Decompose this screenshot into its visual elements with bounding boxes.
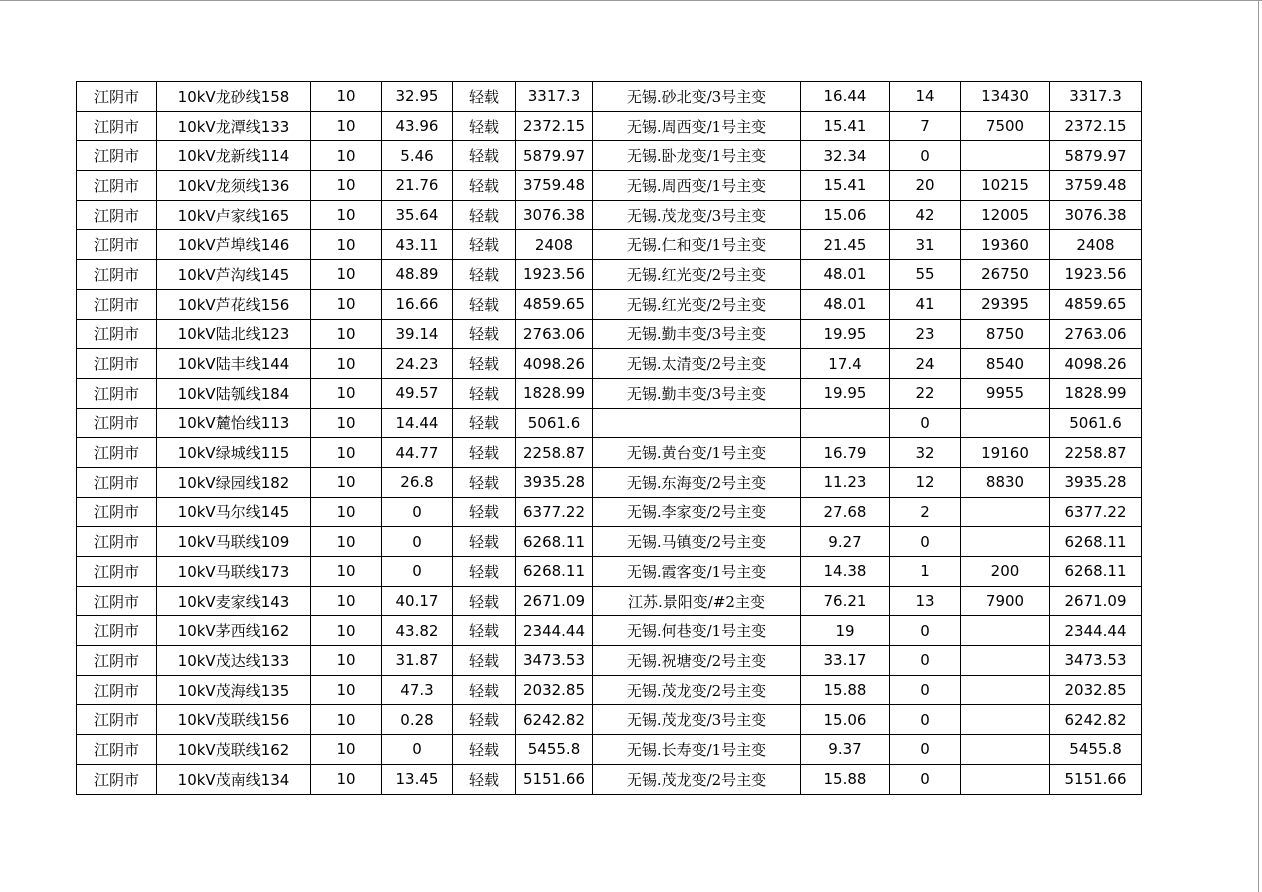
cell-installed-capacity: 8540 [961,349,1050,379]
cell-available-capacity: 6268.11 [1050,557,1142,587]
cell-available-capacity: 3076.38 [1050,200,1142,230]
cell-installed-capacity: 12005 [961,200,1050,230]
cell-load-rate: 0 [382,527,453,557]
cell-count: 32 [890,438,961,468]
table-row [77,616,1142,646]
cell-line-name: 10kV麦家线143 [157,586,311,616]
cell-line-name: 10kV麓怡线113 [157,408,311,438]
cell-capacity: 2763.06 [516,319,593,349]
cell-load-status: 轻载 [453,705,516,735]
cell-city: 江阴市 [77,171,157,201]
cell-installed-capacity: 19160 [961,438,1050,468]
cell-capacity: 2408 [516,230,593,260]
cell-installed-capacity: 10215 [961,171,1050,201]
cell-load-rate: 47.3 [382,675,453,705]
cell-load-status: 轻载 [453,141,516,171]
cell-load-status: 轻载 [453,675,516,705]
cell-count: 12 [890,467,961,497]
cell-capacity: 5151.66 [516,764,593,794]
cell-load-rate: 21.76 [382,171,453,201]
cell-load-status: 轻载 [453,319,516,349]
cell-count: 0 [890,527,961,557]
cell-load-rate: 0 [382,735,453,765]
cell-line-name: 10kV龙砂线158 [157,82,311,112]
cell-voltage: 10 [311,289,382,319]
cell-installed-capacity [961,527,1050,557]
cell-capacity: 3935.28 [516,467,593,497]
cell-installed-capacity: 8750 [961,319,1050,349]
cell-voltage: 10 [311,705,382,735]
cell-installed-capacity: 200 [961,557,1050,587]
cell-count: 0 [890,141,961,171]
cell-voltage: 10 [311,675,382,705]
cell-city: 江阴市 [77,527,157,557]
cell-load-rate: 43.11 [382,230,453,260]
cell-voltage: 10 [311,378,382,408]
table-row [77,349,1142,379]
cell-line-name: 10kV茅西线162 [157,616,311,646]
table-row [77,319,1142,349]
cell-capacity: 2671.09 [516,586,593,616]
cell-line-name: 10kV绿园线182 [157,467,311,497]
cell-voltage: 10 [311,408,382,438]
cell-installed-capacity [961,408,1050,438]
table-row [77,378,1142,408]
cell-load-status: 轻载 [453,646,516,676]
table-row [77,497,1142,527]
cell-capacity: 6268.11 [516,527,593,557]
cell-load-status: 轻载 [453,467,516,497]
table-row [77,467,1142,497]
cell-installed-capacity [961,646,1050,676]
cell-transformer-load-rate: 14.38 [801,557,890,587]
cell-city: 江阴市 [77,438,157,468]
cell-load-status: 轻载 [453,764,516,794]
cell-line-name: 10kV马尔线145 [157,497,311,527]
cell-voltage: 10 [311,260,382,290]
cell-line-name: 10kV茂南线134 [157,764,311,794]
cell-voltage: 10 [311,200,382,230]
cell-substation-transformer: 无锡.勤丰变/3号主变 [593,319,801,349]
cell-voltage: 10 [311,349,382,379]
cell-load-status: 轻载 [453,586,516,616]
table-row [77,260,1142,290]
cell-installed-capacity [961,705,1050,735]
table-row [77,408,1142,438]
cell-transformer-load-rate: 19.95 [801,319,890,349]
cell-transformer-load-rate: 9.37 [801,735,890,765]
cell-installed-capacity: 8830 [961,467,1050,497]
cell-load-status: 轻载 [453,289,516,319]
cell-installed-capacity: 7900 [961,586,1050,616]
cell-capacity: 3759.48 [516,171,593,201]
cell-capacity: 6242.82 [516,705,593,735]
cell-load-rate: 16.66 [382,289,453,319]
cell-count: 0 [890,764,961,794]
cell-count: 0 [890,616,961,646]
cell-load-status: 轻载 [453,82,516,112]
cell-capacity: 2372.15 [516,111,593,141]
cell-substation-transformer: 无锡.卧龙变/1号主变 [593,141,801,171]
cell-line-name: 10kV绿城线115 [157,438,311,468]
cell-load-rate: 49.57 [382,378,453,408]
cell-available-capacity: 2671.09 [1050,586,1142,616]
cell-capacity: 4098.26 [516,349,593,379]
cell-transformer-load-rate: 16.44 [801,82,890,112]
cell-available-capacity: 3935.28 [1050,467,1142,497]
cell-available-capacity: 4859.65 [1050,289,1142,319]
cell-city: 江阴市 [77,735,157,765]
cell-available-capacity: 2032.85 [1050,675,1142,705]
table-row [77,675,1142,705]
cell-substation-transformer: 无锡.太清变/2号主变 [593,349,801,379]
cell-city: 江阴市 [77,557,157,587]
cell-transformer-load-rate: 48.01 [801,260,890,290]
table-row [77,111,1142,141]
cell-count: 31 [890,230,961,260]
cell-count: 22 [890,378,961,408]
table-row [77,586,1142,616]
cell-voltage: 10 [311,319,382,349]
cell-load-status: 轻载 [453,260,516,290]
cell-capacity: 5455.8 [516,735,593,765]
cell-load-status: 轻载 [453,349,516,379]
cell-load-status: 轻载 [453,497,516,527]
cell-available-capacity: 5151.66 [1050,764,1142,794]
cell-capacity: 5061.6 [516,408,593,438]
cell-transformer-load-rate: 16.79 [801,438,890,468]
cell-available-capacity: 6268.11 [1050,527,1142,557]
cell-city: 江阴市 [77,319,157,349]
cell-available-capacity: 1828.99 [1050,378,1142,408]
cell-city: 江阴市 [77,408,157,438]
cell-load-rate: 0 [382,557,453,587]
cell-voltage: 10 [311,616,382,646]
cell-voltage: 10 [311,467,382,497]
cell-load-rate: 26.8 [382,467,453,497]
cell-line-name: 10kV茂达线133 [157,646,311,676]
cell-count: 7 [890,111,961,141]
cell-voltage: 10 [311,111,382,141]
cell-load-status: 轻载 [453,527,516,557]
cell-installed-capacity: 26750 [961,260,1050,290]
cell-available-capacity: 6377.22 [1050,497,1142,527]
cell-available-capacity: 3759.48 [1050,171,1142,201]
cell-count: 0 [890,646,961,676]
cell-substation-transformer: 无锡.周西变/1号主变 [593,171,801,201]
cell-capacity: 6268.11 [516,557,593,587]
cell-count: 42 [890,200,961,230]
cell-installed-capacity [961,141,1050,171]
cell-substation-transformer: 无锡.红光变/2号主变 [593,260,801,290]
cell-substation-transformer: 无锡.黄台变/1号主变 [593,438,801,468]
cell-line-name: 10kV马联线109 [157,527,311,557]
cell-transformer-load-rate: 11.23 [801,467,890,497]
cell-capacity: 1923.56 [516,260,593,290]
cell-installed-capacity [961,764,1050,794]
cell-count: 2 [890,497,961,527]
cell-installed-capacity: 9955 [961,378,1050,408]
cell-substation-transformer: 无锡.茂龙变/3号主变 [593,705,801,735]
cell-available-capacity: 3317.3 [1050,82,1142,112]
cell-city: 江阴市 [77,141,157,171]
cell-voltage: 10 [311,497,382,527]
cell-city: 江阴市 [77,497,157,527]
feeder-load-table [76,81,1142,795]
cell-substation-transformer: 江苏.景阳变/#2主变 [593,586,801,616]
page-right-edge [1258,0,1259,892]
cell-substation-transformer: 无锡.周西变/1号主变 [593,111,801,141]
cell-city: 江阴市 [77,675,157,705]
cell-load-status: 轻载 [453,735,516,765]
table-row [77,557,1142,587]
cell-transformer-load-rate: 15.88 [801,675,890,705]
cell-available-capacity: 3473.53 [1050,646,1142,676]
cell-load-rate: 44.77 [382,438,453,468]
page-top-edge [0,0,1262,1]
cell-voltage: 10 [311,438,382,468]
cell-transformer-load-rate: 48.01 [801,289,890,319]
cell-capacity: 3473.53 [516,646,593,676]
table-row [77,438,1142,468]
cell-line-name: 10kV龙潭线133 [157,111,311,141]
cell-transformer-load-rate: 27.68 [801,497,890,527]
cell-substation-transformer: 无锡.茂龙变/2号主变 [593,675,801,705]
cell-installed-capacity [961,497,1050,527]
cell-line-name: 10kV茂联线156 [157,705,311,735]
cell-substation-transformer: 无锡.李家变/2号主变 [593,497,801,527]
cell-load-status: 轻载 [453,438,516,468]
cell-available-capacity: 2258.87 [1050,438,1142,468]
cell-load-rate: 14.44 [382,408,453,438]
cell-transformer-load-rate: 15.41 [801,111,890,141]
cell-available-capacity: 5061.6 [1050,408,1142,438]
cell-load-rate: 31.87 [382,646,453,676]
table-row [77,141,1142,171]
cell-load-status: 轻载 [453,408,516,438]
cell-line-name: 10kV龙新线114 [157,141,311,171]
cell-line-name: 10kV龙须线136 [157,171,311,201]
cell-capacity: 6377.22 [516,497,593,527]
cell-installed-capacity: 7500 [961,111,1050,141]
cell-line-name: 10kV茂联线162 [157,735,311,765]
cell-count: 13 [890,586,961,616]
cell-installed-capacity: 13430 [961,82,1050,112]
cell-voltage: 10 [311,171,382,201]
cell-installed-capacity: 29395 [961,289,1050,319]
cell-voltage: 10 [311,82,382,112]
table-row [77,230,1142,260]
cell-count: 55 [890,260,961,290]
cell-load-rate: 13.45 [382,764,453,794]
cell-available-capacity: 4098.26 [1050,349,1142,379]
cell-count: 0 [890,675,961,705]
cell-load-status: 轻载 [453,171,516,201]
cell-count: 1 [890,557,961,587]
cell-transformer-load-rate: 15.06 [801,200,890,230]
cell-substation-transformer: 无锡.何巷变/1号主变 [593,616,801,646]
cell-capacity: 5879.97 [516,141,593,171]
cell-load-rate: 32.95 [382,82,453,112]
cell-substation-transformer: 无锡.东海变/2号主变 [593,467,801,497]
table-row [77,764,1142,794]
table-row [77,705,1142,735]
cell-substation-transformer: 无锡.仁和变/1号主变 [593,230,801,260]
cell-city: 江阴市 [77,82,157,112]
cell-available-capacity: 2344.44 [1050,616,1142,646]
cell-voltage: 10 [311,141,382,171]
cell-transformer-load-rate: 15.06 [801,705,890,735]
cell-capacity: 4859.65 [516,289,593,319]
table-row [77,171,1142,201]
cell-substation-transformer: 无锡.勤丰变/3号主变 [593,378,801,408]
cell-load-rate: 5.46 [382,141,453,171]
cell-capacity: 1828.99 [516,378,593,408]
cell-count: 41 [890,289,961,319]
cell-city: 江阴市 [77,378,157,408]
cell-transformer-load-rate: 17.4 [801,349,890,379]
cell-line-name: 10kV芦埠线146 [157,230,311,260]
cell-count: 0 [890,705,961,735]
cell-voltage: 10 [311,586,382,616]
cell-load-rate: 0.28 [382,705,453,735]
cell-count: 24 [890,349,961,379]
cell-load-status: 轻载 [453,557,516,587]
cell-available-capacity: 6242.82 [1050,705,1142,735]
cell-voltage: 10 [311,764,382,794]
cell-transformer-load-rate: 32.34 [801,141,890,171]
cell-substation-transformer [593,408,801,438]
cell-capacity: 3076.38 [516,200,593,230]
cell-line-name: 10kV陆瓠线184 [157,378,311,408]
cell-city: 江阴市 [77,111,157,141]
cell-city: 江阴市 [77,764,157,794]
cell-count: 0 [890,735,961,765]
cell-load-rate: 35.64 [382,200,453,230]
cell-load-rate: 43.96 [382,111,453,141]
cell-voltage: 10 [311,230,382,260]
cell-available-capacity: 1923.56 [1050,260,1142,290]
document-sheet [76,81,1142,795]
cell-city: 江阴市 [77,200,157,230]
cell-substation-transformer: 无锡.马镇变/2号主变 [593,527,801,557]
cell-substation-transformer: 无锡.霞客变/1号主变 [593,557,801,587]
cell-city: 江阴市 [77,349,157,379]
cell-voltage: 10 [311,735,382,765]
cell-line-name: 10kV马联线173 [157,557,311,587]
cell-line-name: 10kV芦沟线145 [157,260,311,290]
cell-transformer-load-rate: 19 [801,616,890,646]
cell-load-status: 轻载 [453,378,516,408]
cell-capacity: 2032.85 [516,675,593,705]
cell-voltage: 10 [311,646,382,676]
cell-available-capacity: 5879.97 [1050,141,1142,171]
cell-line-name: 10kV陆北线123 [157,319,311,349]
cell-installed-capacity [961,616,1050,646]
cell-transformer-load-rate: 19.95 [801,378,890,408]
cell-load-rate: 39.14 [382,319,453,349]
cell-transformer-load-rate: 9.27 [801,527,890,557]
cell-count: 23 [890,319,961,349]
table-body [77,82,1142,795]
cell-substation-transformer: 无锡.红光变/2号主变 [593,289,801,319]
cell-voltage: 10 [311,557,382,587]
cell-transformer-load-rate: 76.21 [801,586,890,616]
cell-transformer-load-rate: 15.41 [801,171,890,201]
cell-count: 0 [890,408,961,438]
cell-substation-transformer: 无锡.茂龙变/2号主变 [593,764,801,794]
cell-city: 江阴市 [77,467,157,497]
cell-city: 江阴市 [77,616,157,646]
cell-load-rate: 43.82 [382,616,453,646]
cell-load-status: 轻载 [453,200,516,230]
cell-count: 20 [890,171,961,201]
cell-city: 江阴市 [77,646,157,676]
cell-transformer-load-rate: 15.88 [801,764,890,794]
cell-city: 江阴市 [77,586,157,616]
cell-installed-capacity: 19360 [961,230,1050,260]
cell-count: 14 [890,82,961,112]
cell-transformer-load-rate [801,408,890,438]
table-row [77,735,1142,765]
table-row [77,646,1142,676]
cell-available-capacity: 2763.06 [1050,319,1142,349]
cell-capacity: 2344.44 [516,616,593,646]
cell-city: 江阴市 [77,230,157,260]
cell-line-name: 10kV卢家线165 [157,200,311,230]
cell-substation-transformer: 无锡.砂北变/3号主变 [593,82,801,112]
cell-available-capacity: 5455.8 [1050,735,1142,765]
cell-city: 江阴市 [77,289,157,319]
cell-substation-transformer: 无锡.茂龙变/3号主变 [593,200,801,230]
cell-load-rate: 0 [382,497,453,527]
cell-voltage: 10 [311,527,382,557]
cell-load-status: 轻载 [453,616,516,646]
cell-load-rate: 24.23 [382,349,453,379]
table-row [77,527,1142,557]
cell-line-name: 10kV陆丰线144 [157,349,311,379]
cell-available-capacity: 2372.15 [1050,111,1142,141]
cell-load-rate: 48.89 [382,260,453,290]
cell-installed-capacity [961,735,1050,765]
table-row [77,200,1142,230]
cell-line-name: 10kV茂海线135 [157,675,311,705]
cell-capacity: 2258.87 [516,438,593,468]
cell-load-status: 轻载 [453,111,516,141]
cell-available-capacity: 2408 [1050,230,1142,260]
cell-city: 江阴市 [77,705,157,735]
cell-installed-capacity [961,675,1050,705]
cell-line-name: 10kV芦花线156 [157,289,311,319]
cell-capacity: 3317.3 [516,82,593,112]
table-row [77,289,1142,319]
cell-transformer-load-rate: 21.45 [801,230,890,260]
cell-load-rate: 40.17 [382,586,453,616]
table-row [77,82,1142,112]
cell-transformer-load-rate: 33.17 [801,646,890,676]
cell-load-status: 轻载 [453,230,516,260]
cell-substation-transformer: 无锡.祝塘变/2号主变 [593,646,801,676]
cell-city: 江阴市 [77,260,157,290]
cell-substation-transformer: 无锡.长寿变/1号主变 [593,735,801,765]
